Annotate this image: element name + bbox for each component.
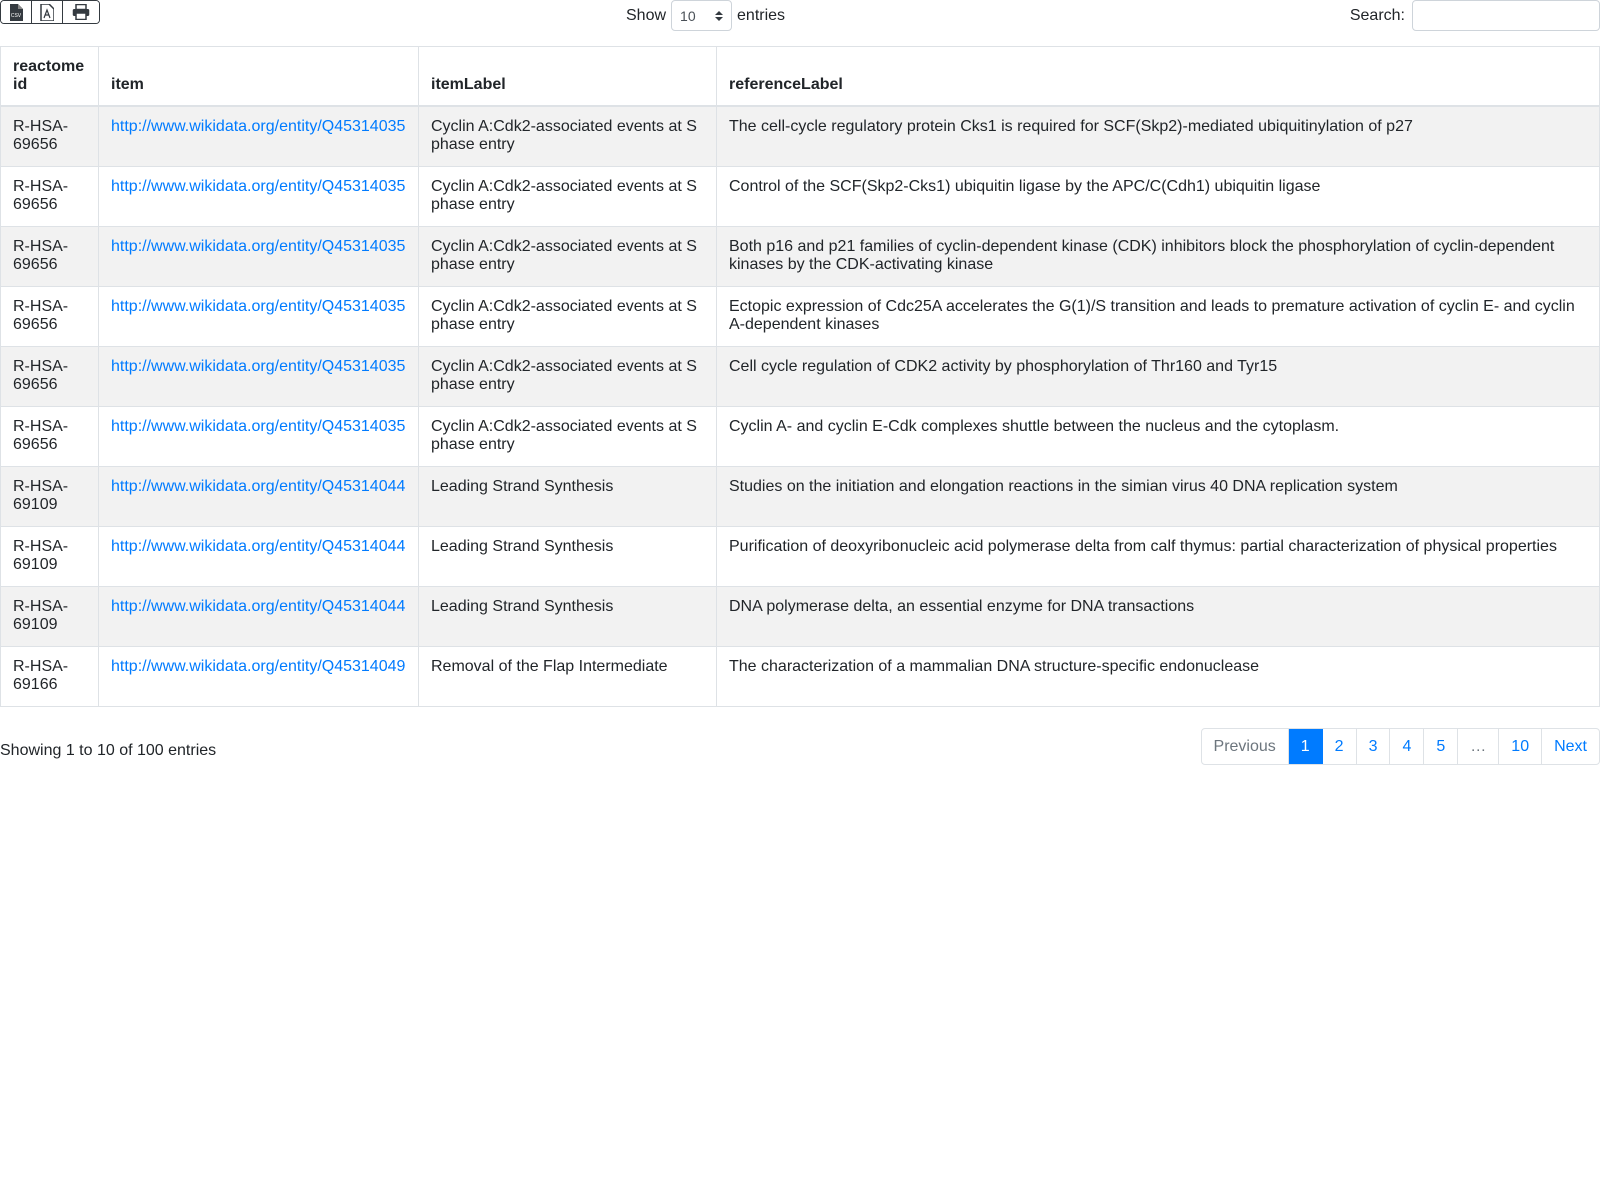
item-label-cell: Cyclin A:Cdk2-associated events at S phase entry	[419, 346, 717, 406]
reactome-id-cell: R-HSA-69656	[1, 286, 99, 346]
pdf-file-icon	[40, 4, 54, 21]
item-link[interactable]: http://www.wikidata.org/entity/Q45314044	[111, 477, 406, 495]
table-row	[1, 226, 1600, 286]
reference-label-cell: Cell cycle regulation of CDK2 activity by phosphorylation of Thr160 and Tyr15	[717, 346, 1600, 406]
column-header-reactome-id[interactable]: reactome id	[1, 47, 99, 107]
reactome-id-cell: R-HSA-69656	[1, 406, 99, 466]
search-control	[1350, 0, 1600, 31]
page-button-3[interactable]: 3	[1357, 729, 1391, 764]
search-input[interactable]	[1412, 0, 1600, 31]
table-row	[1, 106, 1600, 166]
reactome-id-cell: R-HSA-69656	[1, 166, 99, 226]
print-icon	[72, 4, 90, 20]
table-header-row	[1, 47, 1600, 107]
reactome-id-cell: R-HSA-69109	[1, 466, 99, 526]
page-length-select[interactable]	[671, 0, 732, 31]
table-row	[1, 286, 1600, 346]
item-link[interactable]: http://www.wikidata.org/entity/Q45314035	[111, 177, 406, 195]
page-length-value: 10	[680, 7, 696, 24]
item-label-cell: Cyclin A:Cdk2-associated events at S phase entry	[419, 286, 717, 346]
table-row	[1, 406, 1600, 466]
reference-label-cell: Studies on the initiation and elongation reactions in the simian virus 40 DNA replication system	[717, 466, 1600, 526]
table-info: Showing 1 to 10 of 100 entries	[0, 742, 217, 759]
reference-label-cell: The cell-cycle regulatory protein Cks1 is required for SCF(Skp2)-mediated ubiquitinylation of p27	[717, 106, 1600, 166]
reactome-id-cell: R-HSA-69656	[1, 106, 99, 166]
page-button-5[interactable]: 5	[1424, 729, 1458, 764]
search-label: Search:	[1349, 6, 1405, 24]
item-link[interactable]: http://www.wikidata.org/entity/Q45314035	[111, 417, 406, 435]
item-cell	[99, 646, 419, 706]
reactome-id-cell: R-HSA-69109	[1, 526, 99, 586]
table-row	[1, 166, 1600, 226]
item-cell	[99, 166, 419, 226]
reactome-id-cell: R-HSA-69656	[1, 346, 99, 406]
csv-export-button[interactable]	[1, 1, 32, 23]
export-button-group	[0, 0, 100, 24]
item-link[interactable]: http://www.wikidata.org/entity/Q45314049	[111, 657, 406, 675]
csv-file-icon	[9, 4, 23, 21]
column-header-reference-label[interactable]: referenceLabel	[717, 47, 1600, 107]
reference-label-cell: The characterization of a mammalian DNA structure-specific endonuclease	[717, 646, 1600, 706]
item-link[interactable]: http://www.wikidata.org/entity/Q45314044	[111, 537, 406, 555]
item-cell	[99, 466, 419, 526]
table-body	[1, 106, 1600, 706]
reference-label-cell: Ectopic expression of Cdc25A accelerates the G(1)/S transition and leads to premature activation of cyclin E- and cyclin A-dependent kinases	[717, 286, 1600, 346]
table-row	[1, 466, 1600, 526]
item-link[interactable]: http://www.wikidata.org/entity/Q45314035	[111, 237, 406, 255]
item-label-cell: Leading Strand Synthesis	[419, 526, 717, 586]
item-link[interactable]: http://www.wikidata.org/entity/Q45314035	[111, 297, 406, 315]
item-cell	[99, 586, 419, 646]
page-button-4[interactable]: 4	[1390, 729, 1424, 764]
next-page-button[interactable]: Next	[1554, 737, 1587, 755]
table-row	[1, 346, 1600, 406]
item-label-cell: Leading Strand Synthesis	[419, 466, 717, 526]
item-label-cell: Leading Strand Synthesis	[419, 586, 717, 646]
results-table	[0, 46, 1600, 707]
item-label-cell: Cyclin A:Cdk2-associated events at S phase entry	[419, 166, 717, 226]
entries-label: entries	[737, 6, 786, 24]
table-row	[1, 646, 1600, 706]
item-cell	[99, 526, 419, 586]
page-button-2[interactable]: 2	[1323, 729, 1357, 764]
item-link[interactable]: http://www.wikidata.org/entity/Q45314035	[111, 357, 406, 375]
pdf-export-button[interactable]	[32, 1, 63, 23]
item-label-cell: Cyclin A:Cdk2-associated events at S phase entry	[419, 226, 717, 286]
reactome-id-cell: R-HSA-69656	[1, 226, 99, 286]
reactome-id-cell: R-HSA-69166	[1, 646, 99, 706]
reference-label-cell: Both p16 and p21 families of cyclin-dependent kinase (CDK) inhibitors block the phosphorylation of cyclin-dependent kinases by the CDK-activating kinase	[717, 226, 1600, 286]
item-cell	[99, 106, 419, 166]
select-arrows-icon	[715, 10, 723, 22]
item-cell	[99, 406, 419, 466]
item-cell	[99, 226, 419, 286]
reference-label-cell: DNA polymerase delta, an essential enzyme for DNA transactions	[717, 586, 1600, 646]
print-button[interactable]	[63, 1, 99, 23]
column-header-item-label[interactable]: itemLabel	[419, 47, 717, 107]
reference-label-cell: Purification of deoxyribonucleic acid polymerase delta from calf thymus: partial characterization of physical properties	[717, 526, 1600, 586]
item-cell	[99, 286, 419, 346]
item-cell	[99, 346, 419, 406]
previous-page-button[interactable]: Previous	[1202, 729, 1289, 764]
item-label-cell: Removal of the Flap Intermediate	[419, 646, 717, 706]
pagination	[1201, 728, 1600, 765]
page-button-10[interactable]: 10	[1499, 729, 1542, 764]
csv-icon-text: CSV	[10, 12, 22, 19]
table-row	[1, 586, 1600, 646]
table-row	[1, 526, 1600, 586]
reference-label-cell: Control of the SCF(Skp2-Cks1) ubiquitin ligase by the APC/C(Cdh1) ubiquitin ligase	[717, 166, 1600, 226]
reactome-id-cell: R-HSA-69109	[1, 586, 99, 646]
item-label-cell: Cyclin A:Cdk2-associated events at S phase entry	[419, 106, 717, 166]
page-length-control	[626, 0, 785, 31]
page-button-1[interactable]: 1	[1289, 729, 1323, 764]
reference-label-cell: Cyclin A- and cyclin E-Cdk complexes shuttle between the nucleus and the cytoplasm.	[717, 406, 1600, 466]
item-link[interactable]: http://www.wikidata.org/entity/Q45314035	[111, 118, 406, 135]
show-label: Show	[626, 6, 667, 24]
pagination-ellipsis: …	[1458, 729, 1499, 764]
column-header-item[interactable]: item	[99, 47, 419, 107]
item-label-cell: Cyclin A:Cdk2-associated events at S phase entry	[419, 406, 717, 466]
item-link[interactable]: http://www.wikidata.org/entity/Q45314044	[111, 597, 406, 615]
